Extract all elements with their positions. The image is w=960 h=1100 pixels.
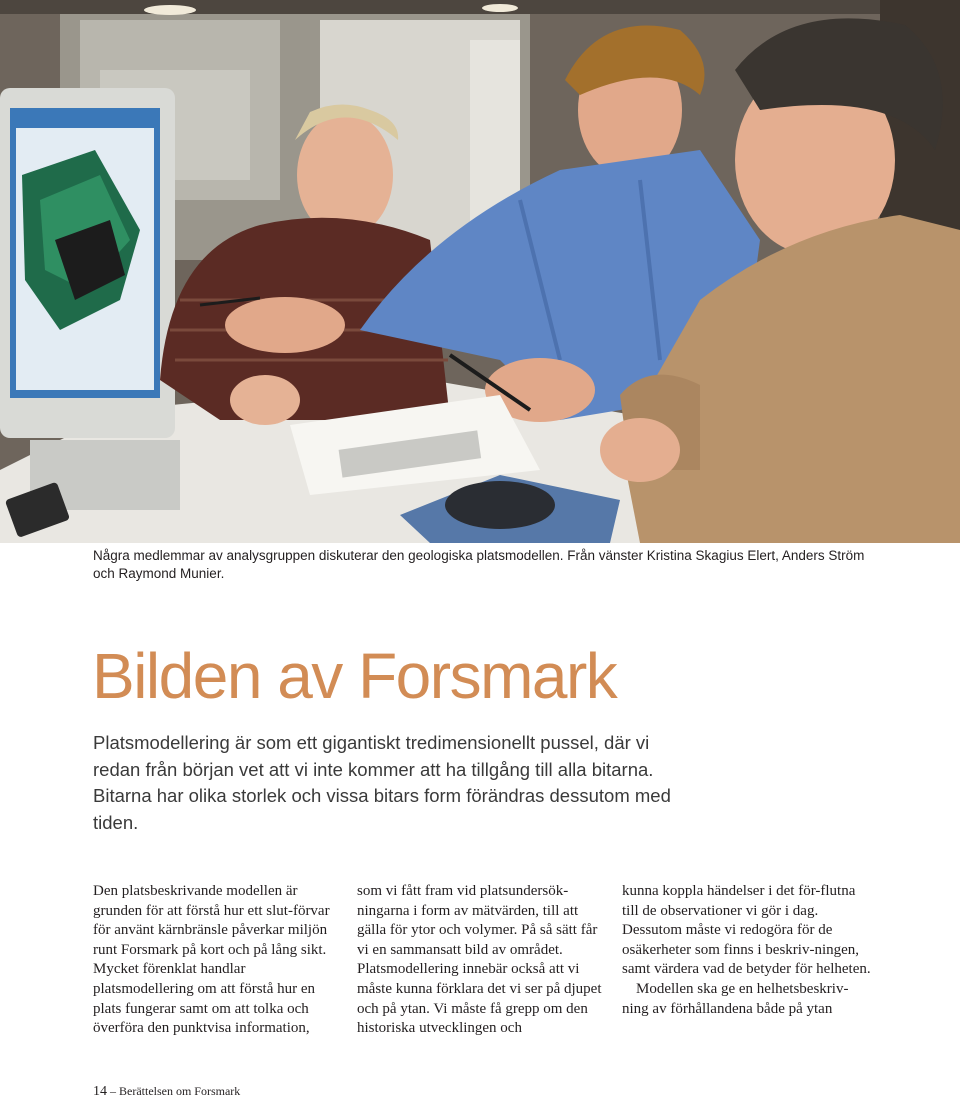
office-scene-illustration <box>0 0 960 543</box>
photo-caption: Några medlemmar av analysgruppen diskuterar den geologiska platsmodellen. Från vänster Kristina Skagius Elert, Anders Ström och Raymond Munier. <box>93 548 865 581</box>
body-column-3 <box>622 882 874 1019</box>
photo <box>0 0 960 543</box>
lead-paragraph: Platsmodellering är som ett gigantiskt tredimensionellt pussel, där vi redan från början vet att vi inte kommer att ha tillgång till alla bitarna. Bitarna har olika storlek och vissa bitars form förändras dessutom med tiden. <box>93 732 671 833</box>
publication-title: Berättelsen om Forsmark <box>119 1084 241 1098</box>
footer-dash: – <box>110 1084 116 1098</box>
body-column-2: som vi fått fram vid platsundersök-ningarna i form av mätvärden, till att gälla för ytor och volymer. På så sätt får vi en sammansatt bild av området. Platsmodellering innebär också att vi måste kunna förklara det vi ser på djupet och på ytan. Vi måste få grepp om den historiska utvecklingen och <box>357 883 602 1037</box>
body-column-3-paragraph-1: kunna koppla händelser i det för-flutna till de observationer vi gör i dag. Dessutom måste vi redogöra för de osäkerheter som finns i beskriv-ningen, samt värdera vad de betyder för helheten. <box>622 883 871 978</box>
page-footer <box>93 1083 240 1100</box>
body-column-1: Den platsbeskrivande modellen är grunden för att förstå hur ett slut-förvar för använt kärnbränsle påverkar miljön runt Forsmark på kort och på lång sikt. Mycket förenklat handlar platsmodellering om att förstå hur en plats fungerar samt om att tolka och överföra den punktvisa information, <box>93 883 330 1037</box>
page-title: Bilden av Forsmark <box>92 640 617 712</box>
page-number: 14 <box>93 1084 107 1099</box>
body-column-3-paragraph-2: Modellen ska ge en helhetsbeskriv-ning av förhållandena både på ytan <box>622 980 849 1017</box>
